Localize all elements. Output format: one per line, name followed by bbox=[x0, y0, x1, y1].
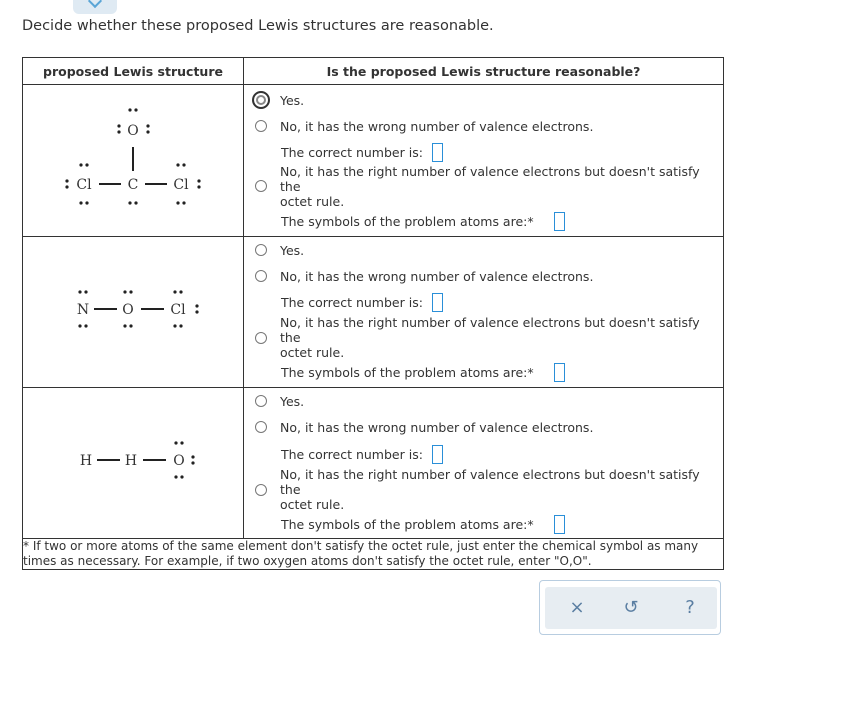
problem-atoms-label: The symbols of the problem atoms are:* bbox=[281, 213, 534, 229]
option-wrong-valence[interactable] bbox=[244, 414, 723, 440]
correct-number-row bbox=[244, 440, 723, 468]
radio-button[interactable] bbox=[252, 91, 270, 109]
lewis-diagram-2 bbox=[23, 237, 244, 389]
table-row bbox=[23, 388, 724, 539]
answers-3 bbox=[244, 388, 724, 539]
lewis-diagram-3 bbox=[23, 388, 244, 540]
option-label-line: No, it has the right number of valence electrons but doesn't satisfy the bbox=[280, 315, 700, 345]
chevron-down-icon bbox=[88, 0, 102, 8]
radio-button[interactable] bbox=[255, 395, 267, 407]
lewis-diagram-1 bbox=[23, 85, 244, 237]
option-label: Yes. bbox=[280, 92, 305, 108]
option-wrong-valence[interactable] bbox=[244, 263, 723, 289]
atom-label: O bbox=[127, 123, 139, 139]
atom-label: C bbox=[127, 177, 139, 193]
problem-atoms-input[interactable] bbox=[554, 515, 565, 534]
correct-number-input[interactable] bbox=[432, 293, 443, 312]
option-label bbox=[280, 315, 723, 360]
col-header-structure: proposed Lewis structure bbox=[23, 58, 244, 85]
correct-number-row bbox=[244, 289, 723, 316]
collapse-tab[interactable] bbox=[73, 0, 117, 14]
answer-toolbar bbox=[539, 580, 721, 635]
problem-atoms-input[interactable] bbox=[554, 363, 565, 382]
atom-label: O bbox=[173, 453, 185, 469]
option-octet[interactable] bbox=[244, 316, 723, 359]
atom-label: N bbox=[76, 302, 90, 318]
atom-label: O bbox=[122, 302, 134, 318]
option-label: No, it has the wrong number of valence electrons. bbox=[280, 419, 594, 435]
option-label bbox=[280, 467, 723, 512]
clear-icon[interactable]: × bbox=[569, 597, 585, 618]
option-wrong-valence[interactable] bbox=[244, 113, 723, 139]
option-label: Yes. bbox=[280, 393, 305, 409]
option-label-line: No, it has the right number of valence electrons but doesn't satisfy the bbox=[280, 467, 700, 497]
radio-button[interactable] bbox=[255, 244, 267, 256]
correct-number-input[interactable] bbox=[432, 143, 443, 162]
undo-icon[interactable]: ↺ bbox=[623, 597, 639, 618]
toolbar-panel bbox=[545, 587, 717, 629]
lewis-structure-1 bbox=[23, 85, 244, 237]
table-row bbox=[23, 237, 724, 388]
radio-button[interactable] bbox=[255, 484, 267, 496]
correct-number-input[interactable] bbox=[432, 445, 443, 464]
atom-label: Cl bbox=[173, 177, 189, 193]
option-yes[interactable] bbox=[244, 237, 723, 263]
option-label-line: octet rule. bbox=[280, 497, 345, 512]
lewis-structure-3 bbox=[23, 388, 244, 539]
problem-atoms-row bbox=[244, 359, 723, 386]
option-label bbox=[280, 164, 723, 209]
correct-number-label: The correct number is: bbox=[281, 145, 423, 160]
option-yes[interactable] bbox=[244, 388, 723, 414]
option-label-line: No, it has the right number of valence electrons but doesn't satisfy the bbox=[280, 163, 700, 194]
atom-label: Cl bbox=[170, 302, 186, 318]
col-header-reasonable: Is the proposed Lewis structure reasonable? bbox=[244, 58, 724, 85]
radio-button[interactable] bbox=[255, 270, 267, 282]
answers-1 bbox=[244, 85, 724, 237]
option-label: No, it has the wrong number of valence electrons. bbox=[280, 118, 594, 134]
radio-button[interactable] bbox=[255, 421, 267, 433]
option-label: No, it has the wrong number of valence electrons. bbox=[280, 268, 594, 284]
option-label-line: octet rule. bbox=[280, 345, 345, 360]
radio-button[interactable] bbox=[255, 180, 267, 192]
problem-atoms-label: The symbols of the problem atoms are:* bbox=[281, 365, 534, 380]
atom-label: H bbox=[79, 453, 93, 469]
atom-label: Cl bbox=[76, 177, 92, 193]
correct-number-label: The correct number is: bbox=[281, 446, 423, 462]
option-octet[interactable] bbox=[244, 163, 723, 209]
lewis-structure-2 bbox=[23, 237, 244, 388]
lewis-table bbox=[22, 57, 724, 570]
correct-number-row bbox=[244, 139, 723, 166]
radio-button[interactable] bbox=[255, 332, 267, 344]
option-label: Yes. bbox=[280, 242, 305, 258]
option-octet[interactable] bbox=[244, 468, 723, 511]
option-yes[interactable] bbox=[244, 87, 723, 113]
problem-atoms-row bbox=[244, 206, 723, 236]
help-icon[interactable]: ? bbox=[685, 597, 695, 618]
option-label-line: octet rule. bbox=[280, 193, 345, 209]
problem-atoms-row bbox=[244, 511, 723, 537]
radio-button[interactable] bbox=[255, 120, 267, 132]
footnote-line: * If two or more atoms of the same element don't satisfy the octet rule, just enter the chemical symbol as many bbox=[23, 539, 699, 553]
footnote bbox=[23, 539, 724, 570]
footnote-line: times as necessary. For example, if two oxygen atoms don't satisfy the octet rule, enter "O,O". bbox=[23, 554, 592, 568]
problem-atoms-label: The symbols of the problem atoms are:* bbox=[281, 516, 534, 532]
question-text: Decide whether these proposed Lewis structures are reasonable. bbox=[22, 18, 494, 34]
problem-atoms-input[interactable] bbox=[554, 212, 565, 231]
correct-number-label: The correct number is: bbox=[281, 295, 423, 310]
table-row bbox=[23, 85, 724, 237]
atom-label: H bbox=[124, 453, 138, 469]
answers-2 bbox=[244, 237, 724, 388]
